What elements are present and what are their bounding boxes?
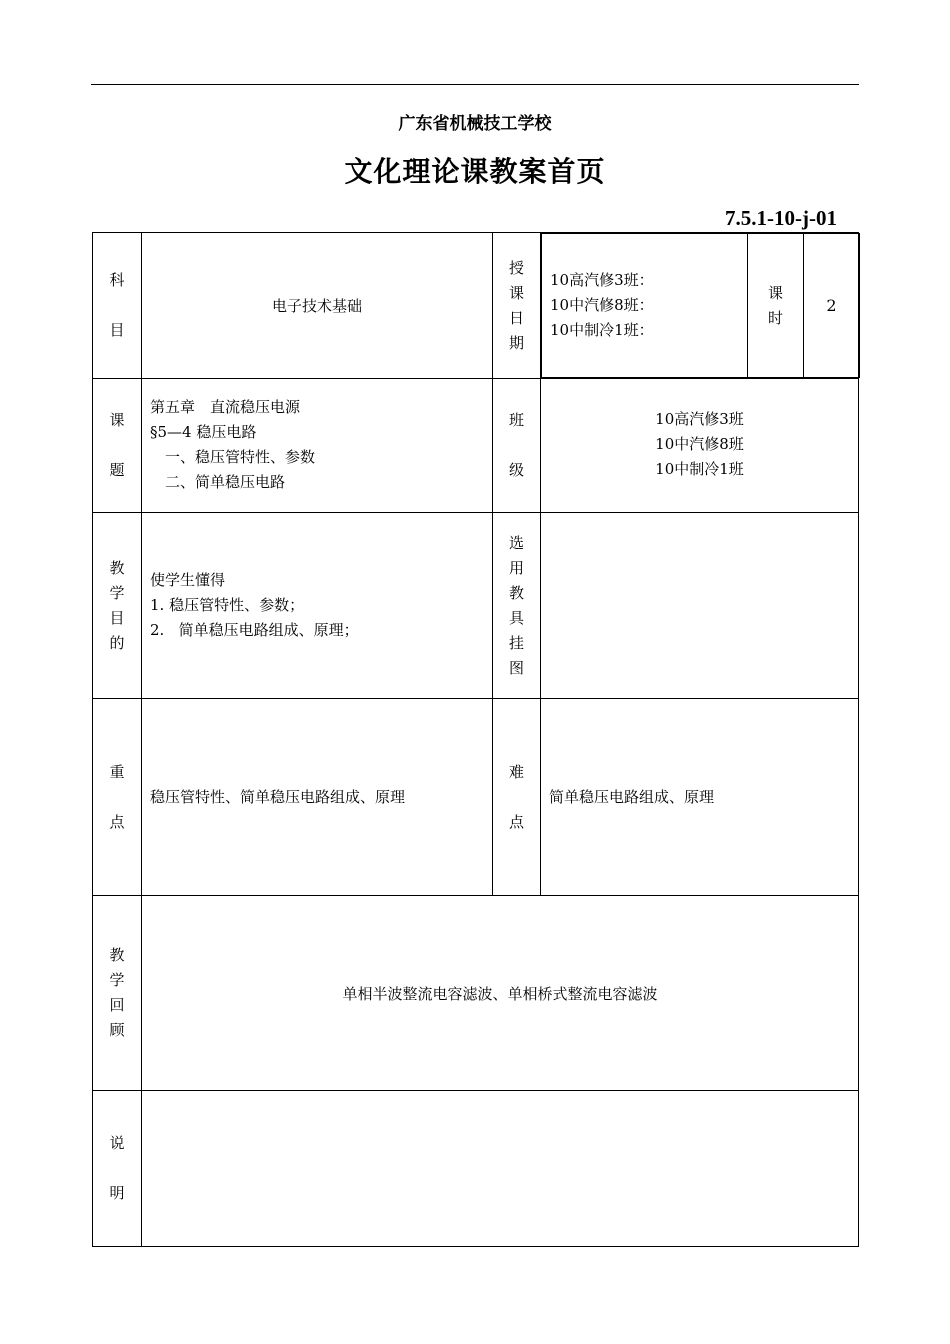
focus-label: 重 点 [93, 699, 142, 896]
difficulty-value: 简单稳压电路组成、原理 [541, 699, 859, 896]
page-title: 文化理论课教案首页 [344, 155, 606, 188]
notes-label: 说 明 [93, 1091, 142, 1247]
header-rule [91, 84, 859, 85]
date-lines: 10高汽修3班： 10中汽修8班： 10中制冷1班： [542, 234, 748, 378]
date-label: 授 课 日 期 [493, 233, 541, 379]
focus-row [93, 699, 859, 896]
lesson-plan-table [92, 232, 859, 1247]
school-name: 广东省机械技工学校 [398, 114, 552, 134]
date-hours-group [541, 233, 860, 378]
tools-value [541, 513, 859, 699]
document-code: 7.5.1-10-j-01 [725, 206, 837, 230]
class-label: 班 级 [493, 379, 541, 513]
focus-value: 稳压管特性、简单稳压电路组成、原理 [142, 699, 493, 896]
objective-label: 教 学 目 的 [93, 513, 142, 699]
objective-row [93, 513, 859, 699]
notes-value [142, 1091, 859, 1247]
topic-row [93, 379, 859, 513]
subject-value: 电子技术基础 [142, 233, 493, 379]
difficulty-label: 难 点 [493, 699, 541, 896]
class-list: 10高汽修3班 10中汽修8班 10中制冷1班 [541, 379, 859, 513]
subject-row [93, 233, 859, 379]
topic-content: 第五章 直流稳压电源 §5—4 稳压电路 一、稳压管特性、参数 二、简单稳压电路 [142, 379, 493, 513]
review-row [93, 896, 859, 1091]
tools-label: 选 用 教 具 挂 图 [493, 513, 541, 699]
subject-label: 科 目 [93, 233, 142, 379]
hours-value: 2 [804, 234, 860, 378]
review-value: 单相半波整流电容滤波、单相桥式整流电容滤波 [142, 896, 859, 1091]
review-label: 教 学 回 顾 [93, 896, 142, 1091]
objective-content: 使学生懂得 1. 稳压管特性、参数； 2. 简单稳压电路组成、原理； [142, 513, 493, 699]
notes-row [93, 1091, 859, 1247]
topic-label: 课 题 [93, 379, 142, 513]
hours-label: 课 时 [748, 234, 804, 378]
